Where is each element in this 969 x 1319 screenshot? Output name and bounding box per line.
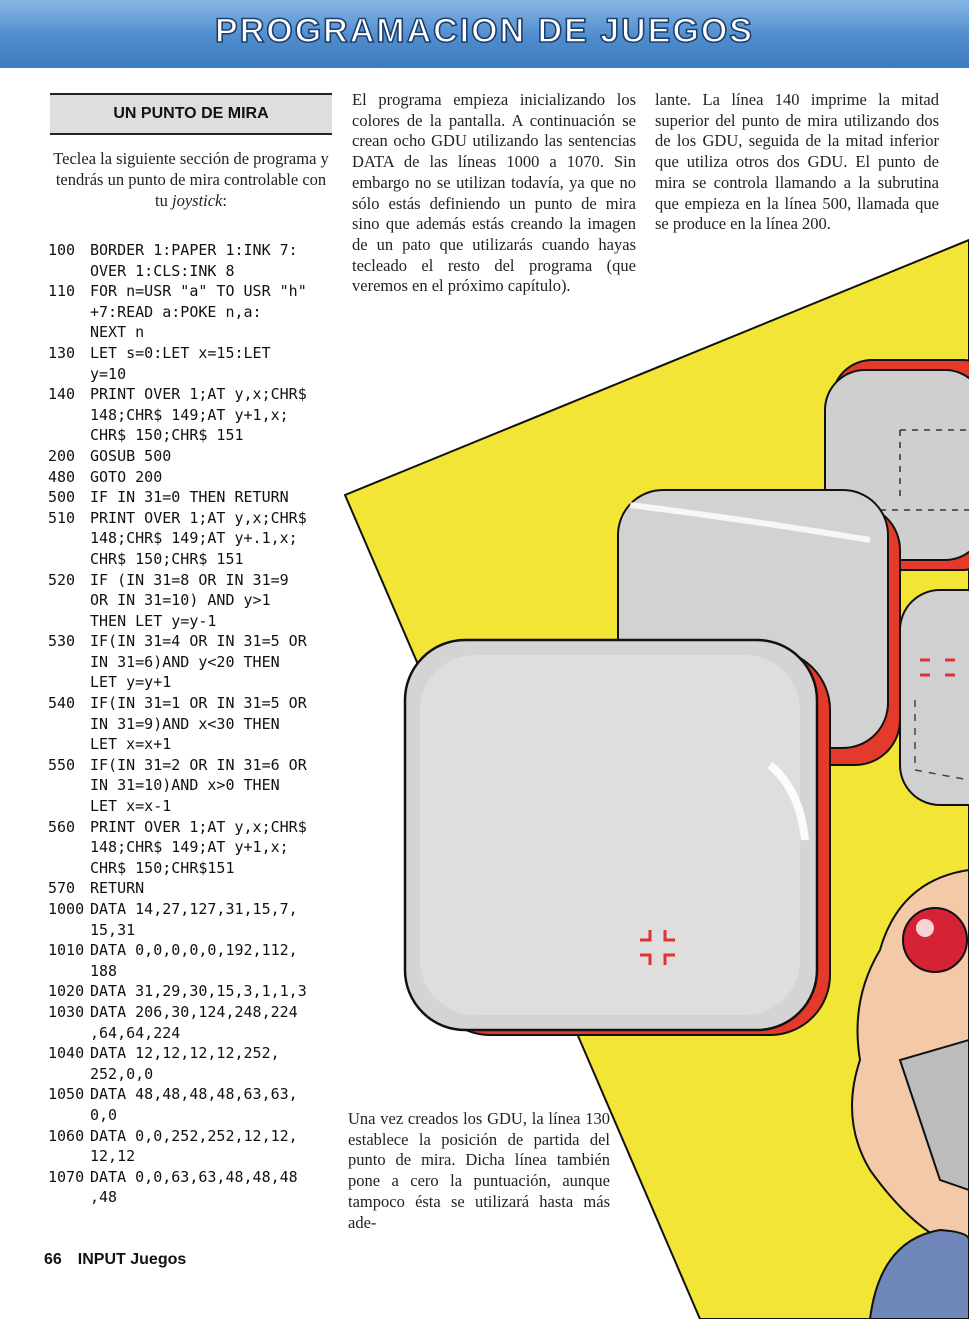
line-code: GOSUB 500 bbox=[90, 446, 172, 465]
line-code: LET s=0:LET x=15:LET y=10 bbox=[90, 343, 271, 383]
line-code: PRINT OVER 1;AT y,x;CHR$ 148;CHR$ 149;AT y+1,x; CHR$ 150;CHR$ 151 bbox=[90, 385, 307, 445]
line-code: DATA 206,30,124,248,224 ,64,64,224 bbox=[90, 1002, 298, 1042]
code-line bbox=[48, 384, 348, 446]
line-number: 110 bbox=[48, 282, 76, 301]
line-number: 200 bbox=[48, 446, 76, 465]
line-code: DATA 12,12,12,12,252, 252,0,0 bbox=[90, 1044, 280, 1083]
code-line bbox=[48, 487, 348, 508]
code-line bbox=[48, 899, 348, 940]
code-line bbox=[48, 467, 348, 488]
code-line bbox=[48, 1043, 348, 1084]
line-number: 480 bbox=[48, 467, 76, 486]
line-code: IF IN 31=0 THEN RETURN bbox=[90, 488, 289, 507]
line-code: DATA 0,0,0,0,0,192,112, 188 bbox=[90, 941, 298, 980]
line-number: 540 bbox=[48, 694, 76, 713]
line-code: FOR n=USR "a" TO USR "h" +7:READ a:POKE n,a: NEXT n bbox=[90, 282, 307, 342]
code-line bbox=[48, 1002, 348, 1043]
line-code: GOTO 200 bbox=[90, 467, 163, 486]
line-number: 570 bbox=[48, 879, 76, 898]
code-line bbox=[48, 878, 348, 899]
line-number: 100 bbox=[48, 241, 76, 259]
line-number: 530 bbox=[48, 632, 76, 651]
line-number: 560 bbox=[48, 817, 76, 836]
page-footer bbox=[44, 1251, 186, 1269]
line-number: 1010 bbox=[48, 941, 85, 960]
line-code: BORDER 1:PAPER 1:INK 7: OVER 1:CLS:INK 8 bbox=[90, 241, 298, 280]
line-code: DATA 48,48,48,48,63,63, 0,0 bbox=[90, 1085, 298, 1124]
line-code: PRINT OVER 1;AT y,x;CHR$ 148;CHR$ 149;AT y+.1,x; CHR$ 150;CHR$ 151 bbox=[90, 508, 307, 568]
screen-icon bbox=[405, 640, 830, 1035]
line-code: IF (IN 31=8 OR IN 31=9 OR IN 31=10) AND y>1 THEN LET y=y-1 bbox=[90, 570, 289, 630]
line-number: 130 bbox=[48, 343, 76, 362]
line-number: 1050 bbox=[48, 1085, 85, 1104]
code-line bbox=[48, 343, 348, 384]
line-number: 1040 bbox=[48, 1044, 85, 1063]
line-number: 550 bbox=[48, 755, 76, 774]
line-code: PRINT OVER 1;AT y,x;CHR$ 148;CHR$ 149;AT y+1,x; CHR$ 150;CHR$151 bbox=[90, 817, 307, 877]
line-number: 520 bbox=[48, 570, 76, 589]
code-line bbox=[48, 693, 348, 755]
code-line bbox=[48, 1167, 348, 1208]
code-line bbox=[48, 446, 348, 467]
code-line bbox=[48, 570, 348, 632]
code-line bbox=[48, 281, 348, 343]
line-number: 500 bbox=[48, 488, 76, 507]
line-number: 1070 bbox=[48, 1167, 85, 1186]
body-column-2: El programa empieza inicializando los colores de la pantalla. A continuación se crean ocho GDU utilizando las sentencias DATA de las líneas 1000 a 1070. Sin embargo no se utilizan todavía, ya que no sólo estás definiendo un punto de mira sino que además estás creando la imagen de un pato que utilizarás cuando hayas tecleado el resto del programa (que veremos en el próximo capítulo). bbox=[352, 90, 636, 296]
intro-paragraph: Teclea la siguiente sección de programa y tendrás un punto de mira controlable con tu joystick: bbox=[53, 149, 329, 210]
line-code: IF(IN 31=4 OR IN 31=5 OR IN 31=6)AND y<20 THEN LET y=y+1 bbox=[90, 632, 307, 692]
code-line bbox=[48, 940, 348, 981]
code-line bbox=[48, 981, 348, 1002]
page-number: 66 bbox=[44, 1251, 62, 1268]
code-line bbox=[48, 1126, 348, 1167]
screen-icon bbox=[900, 590, 969, 805]
line-code: DATA 14,27,127,31,15,7, 15,31 bbox=[90, 900, 298, 939]
line-number: 1020 bbox=[48, 982, 85, 1001]
line-code: IF(IN 31=1 OR IN 31=5 OR IN 31=9)AND x<30 THEN LET x=x+1 bbox=[90, 694, 307, 754]
code-line bbox=[48, 240, 348, 281]
publication-name: INPUT Juegos bbox=[77, 1251, 187, 1268]
section-title: PROGRAMACION DE JUEGOS bbox=[215, 12, 754, 50]
line-code: DATA 0,0,63,63,48,48,48 ,48 bbox=[90, 1167, 298, 1207]
code-line bbox=[48, 631, 348, 693]
code-line bbox=[48, 1084, 348, 1125]
line-number: 1030 bbox=[48, 1002, 85, 1021]
line-code: DATA 31,29,30,15,3,1,1,3 bbox=[90, 982, 307, 1001]
line-code: RETURN bbox=[90, 879, 145, 898]
code-line bbox=[48, 755, 348, 817]
line-code: DATA 0,0,252,252,12,12, 12,12 bbox=[90, 1126, 298, 1166]
line-number: 140 bbox=[48, 385, 76, 404]
code-listing bbox=[48, 240, 348, 1208]
line-code: IF(IN 31=2 OR IN 31=6 OR IN 31=10)AND x>0 THEN LET x=x-1 bbox=[90, 755, 307, 816]
box-title: UN PUNTO DE MIRA bbox=[50, 93, 332, 135]
line-number: 1000 bbox=[48, 900, 85, 918]
line-number: 1060 bbox=[48, 1126, 85, 1145]
code-line bbox=[48, 817, 348, 879]
line-number: 510 bbox=[48, 508, 76, 527]
body-column-3: lante. La línea 140 imprime la mitad superior del punto de mira utilizando dos de los GDU, seguida de la mitad inferior que utiliza otros dos GDU. El punto de mira se controla llamando a la subrutina que empieza en la línea 500, llamada que se produce en la línea 200. bbox=[655, 90, 939, 234]
code-line bbox=[48, 508, 348, 570]
bottom-paragraph: Una vez creados los GDU, la línea 130 establece la posición de partida del punto de mira. Dicha línea también pone a cero la puntuación, aunque tampoco ésta se utilizará hasta más ade- bbox=[348, 1109, 610, 1232]
